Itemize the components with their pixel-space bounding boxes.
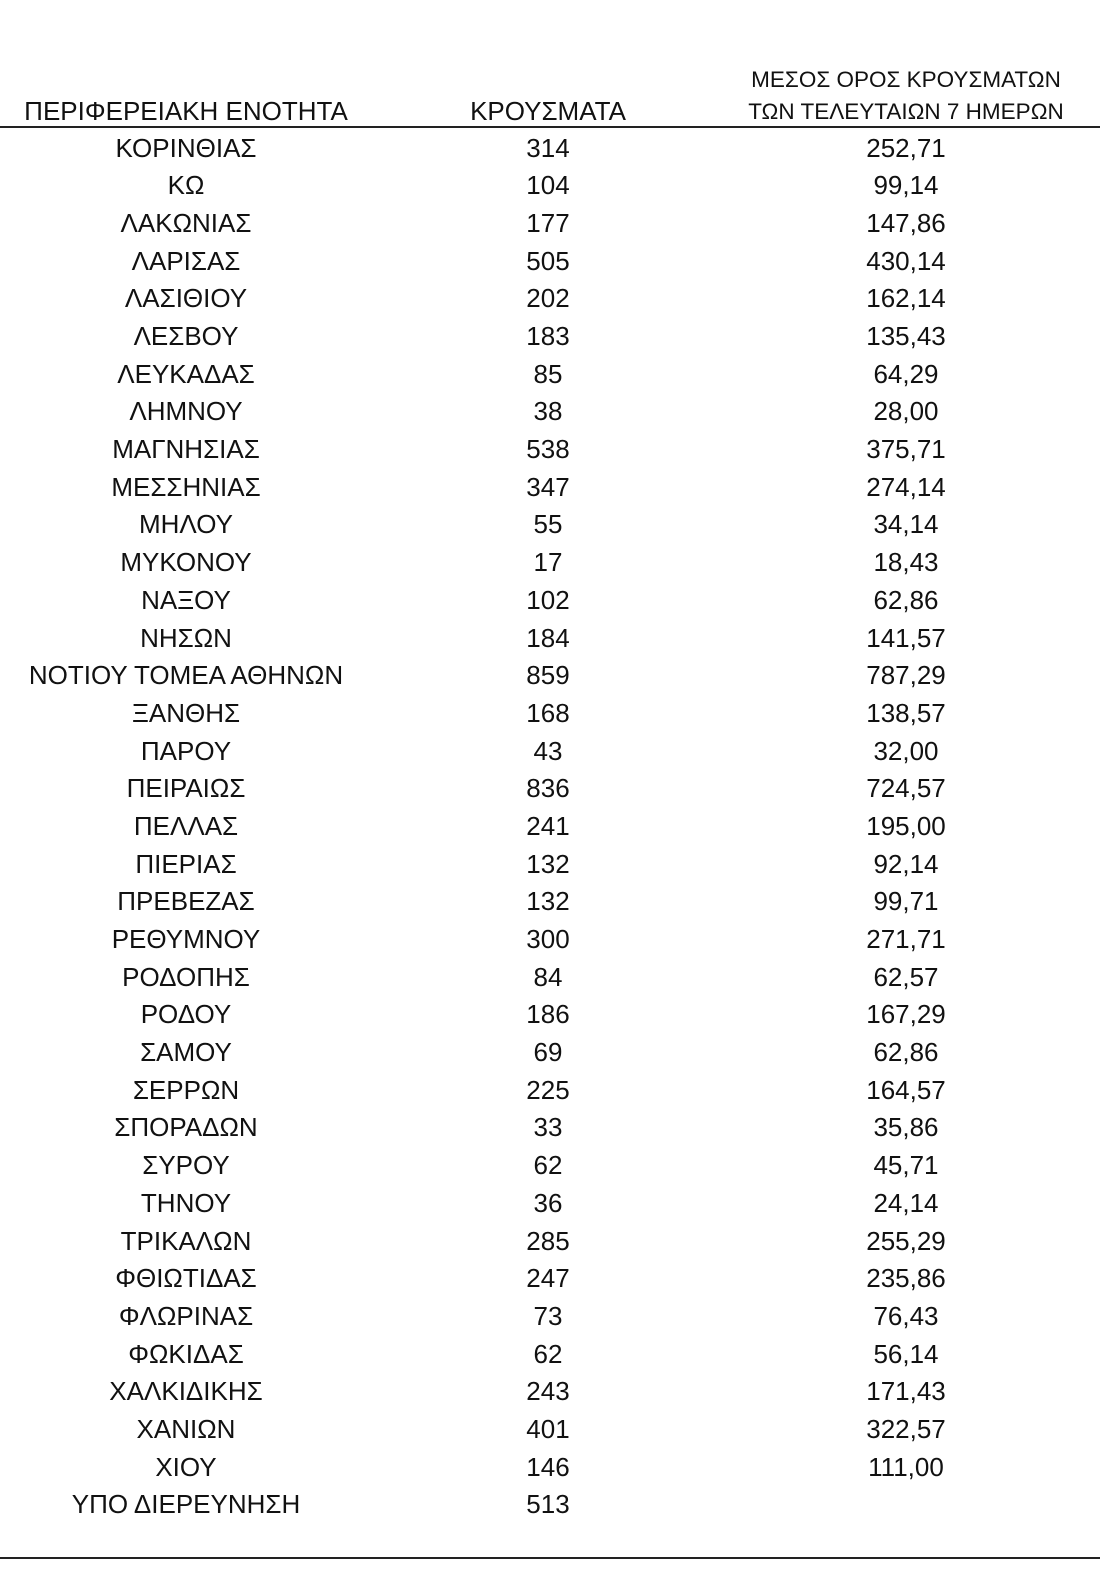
region-cell: ΛΑΡΙΣΑΣ: [131, 245, 241, 276]
avg-cell: 24,14: [873, 1187, 939, 1218]
region-cell: ΧΙΟΥ: [155, 1451, 217, 1482]
region-cell: ΛΗΜΝΟΥ: [129, 396, 243, 427]
cases-cell: 241: [526, 810, 570, 841]
cases-cell: 17: [533, 547, 563, 578]
avg-cell: 164,57: [866, 1074, 946, 1105]
avg-cell: 64,29: [873, 358, 939, 389]
region-cell: ΛΑΚΩΝΙΑΣ: [120, 207, 252, 238]
region-cell: ΡΟΔΟΠΗΣ: [122, 961, 250, 992]
table-row: [0, 921, 1088, 959]
region-cell: ΛΑΣΙΘΙΟΥ: [124, 283, 248, 314]
region-cell: ΠΕΙΡΑΙΩΣ: [126, 773, 246, 804]
region-cell: ΤΗΝΟΥ: [140, 1187, 232, 1218]
cases-cell: 102: [526, 584, 570, 615]
avg-cell: 274,14: [866, 471, 946, 502]
table-row: [0, 130, 1088, 168]
region-cell: ΣΠΟΡΑΔΩΝ: [114, 1112, 258, 1143]
avg-cell: 141,57: [866, 622, 946, 653]
avg-cell: 62,86: [873, 1037, 939, 1068]
cases-cell: 505: [526, 245, 570, 276]
avg-cell: 375,71: [866, 434, 946, 465]
table-row: [0, 243, 1088, 281]
cases-cell: 104: [526, 170, 570, 201]
avg-cell: 35,86: [873, 1112, 939, 1143]
table-row: [0, 582, 1088, 620]
cases-cell: 73: [533, 1300, 563, 1331]
table-row: [0, 1298, 1088, 1336]
region-cell: ΛΕΥΚΑΔΑΣ: [117, 358, 255, 389]
cases-cell: 859: [526, 660, 570, 691]
cases-cell: 183: [526, 321, 570, 352]
table-row: [0, 1147, 1088, 1185]
table-row: [0, 620, 1088, 658]
table-row: [0, 280, 1088, 318]
region-cell: ΚΩ: [167, 170, 205, 201]
region-cell: ΧΑΛΚΙΔΙΚΗΣ: [109, 1376, 263, 1407]
avg-cell: 162,14: [866, 283, 946, 314]
avg-cell: 167,29: [866, 999, 946, 1030]
region-cell: ΡΟΔΟΥ: [140, 999, 232, 1030]
table-row: [0, 1072, 1088, 1110]
table-row: [0, 544, 1088, 582]
table-row: [0, 1411, 1088, 1449]
avg-cell: 724,57: [866, 773, 946, 804]
avg-cell: 235,86: [866, 1263, 946, 1294]
header-average: [724, 64, 1088, 128]
table-row: [0, 167, 1088, 205]
table-row: [0, 431, 1088, 469]
cases-cell: 146: [526, 1451, 570, 1482]
avg-cell: 255,29: [866, 1225, 946, 1256]
region-cell: ΡΕΘΥΜΝΟΥ: [111, 924, 261, 955]
cases-cell: 401: [526, 1413, 570, 1444]
cases-cell: 38: [533, 396, 563, 427]
avg-cell: 18,43: [873, 547, 939, 578]
region-cell: ΦΛΩΡΙΝΑΣ: [118, 1300, 254, 1331]
table-row: [0, 1034, 1088, 1072]
avg-cell: 195,00: [866, 810, 946, 841]
avg-cell: 138,57: [866, 697, 946, 728]
cases-cell: 132: [526, 886, 570, 917]
region-cell: ΦΘΙΩΤΙΔΑΣ: [115, 1263, 257, 1294]
header-divider: [0, 126, 1100, 128]
region-cell: ΜΕΣΣΗΝΙΑΣ: [111, 471, 261, 502]
region-cell: ΠΙΕΡΙΑΣ: [135, 848, 237, 879]
avg-cell: 111,00: [868, 1451, 944, 1482]
header-region: ΠΕΡΙΦΕΡΕΙΑΚΗ ΕΝΟΤΗΤΑ: [24, 96, 348, 126]
table-row: [0, 318, 1088, 356]
cases-cell: 168: [526, 697, 570, 728]
avg-cell: 45,71: [873, 1150, 939, 1181]
avg-cell: 147,86: [866, 207, 946, 238]
cases-cell: 186: [526, 999, 570, 1030]
cases-cell: 314: [526, 132, 570, 163]
avg-cell: 252,71: [866, 132, 946, 163]
cases-cell: 347: [526, 471, 570, 502]
table-row: [0, 1336, 1088, 1374]
cases-cell: 62: [533, 1150, 563, 1181]
region-cell: ΦΩΚΙΔΑΣ: [128, 1338, 244, 1369]
data-table-body: [0, 130, 1088, 1524]
cases-cell: 285: [526, 1225, 570, 1256]
cases-cell: 247: [526, 1263, 570, 1294]
cases-cell: 132: [526, 848, 570, 879]
cases-cell: 538: [526, 434, 570, 465]
cases-cell: 184: [526, 622, 570, 653]
region-cell: ΛΕΣΒΟΥ: [133, 321, 239, 352]
table-row: [0, 846, 1088, 884]
cases-cell: 513: [526, 1489, 570, 1520]
avg-cell: 135,43: [866, 321, 946, 352]
avg-cell: 32,00: [873, 735, 939, 766]
table-row: [0, 695, 1088, 733]
table-row: [0, 883, 1088, 921]
table-row: [0, 1223, 1088, 1261]
avg-cell: 787,29: [866, 660, 946, 691]
table-row: [0, 808, 1088, 846]
region-cell: ΠΑΡΟΥ: [140, 735, 232, 766]
region-cell: ΠΕΛΛΑΣ: [133, 810, 239, 841]
avg-cell: 28,00: [873, 396, 939, 427]
header-average-line1: ΜΕΣΟΣ ΟΡΟΣ ΚΡΟΥΣΜΑΤΩΝ: [751, 67, 1061, 92]
table-row: [0, 356, 1088, 394]
region-cell: ΝΑΞΟΥ: [141, 584, 231, 615]
table-row: [0, 733, 1088, 771]
avg-cell: 62,86: [873, 584, 939, 615]
region-cell: ΠΡΕΒΕΖΑΣ: [117, 886, 255, 917]
cases-cell: 36: [533, 1187, 563, 1218]
region-cell: ΧΑΝΙΩΝ: [136, 1413, 236, 1444]
table-row: [0, 205, 1088, 243]
region-cell: ΞΑΝΘΗΣ: [131, 697, 241, 728]
region-cell: ΝΟΤΙΟΥ ΤΟΜΕΑ ΑΘΗΝΩΝ: [28, 660, 344, 691]
table-row: [0, 1109, 1088, 1147]
cases-cell: 62: [533, 1338, 563, 1369]
cases-cell: 202: [526, 283, 570, 314]
region-cell: ΣΑΜΟΥ: [140, 1037, 232, 1068]
table-row: [0, 1486, 1088, 1524]
cases-cell: 177: [526, 207, 570, 238]
avg-cell: 56,14: [873, 1338, 939, 1369]
footer-divider: [0, 1557, 1100, 1559]
table-row: [0, 1260, 1088, 1298]
table-row: [0, 996, 1088, 1034]
region-cell: ΜΥΚΟΝΟΥ: [120, 547, 252, 578]
cases-cell: 84: [533, 961, 563, 992]
region-cell: ΝΗΣΩΝ: [140, 622, 232, 653]
table-row: [0, 469, 1088, 507]
avg-cell: 430,14: [866, 245, 946, 276]
cases-cell: 85: [533, 358, 563, 389]
region-cell: ΥΠΟ ΔΙΕΡΕΥΝΗΣΗ: [71, 1489, 301, 1520]
region-cell: ΣΥΡΟΥ: [142, 1150, 230, 1181]
avg-cell: 171,43: [866, 1376, 946, 1407]
header-cases: ΚΡΟΥΣΜΑΤΑ: [470, 96, 626, 126]
cases-cell: 300: [526, 924, 570, 955]
avg-cell: [724, 1486, 1088, 1524]
region-cell: ΚΟΡΙΝΘΙΑΣ: [115, 132, 257, 163]
table-row: [0, 1449, 1088, 1487]
avg-cell: 271,71: [866, 924, 946, 955]
table-row: [0, 506, 1088, 544]
avg-cell: 99,14: [873, 170, 939, 201]
avg-cell: 99,71: [873, 886, 939, 917]
table-row: [0, 393, 1088, 431]
table-row: [0, 770, 1088, 808]
avg-cell: 322,57: [866, 1413, 946, 1444]
table-row: [0, 1185, 1088, 1223]
cases-cell: 55: [533, 509, 563, 540]
cases-cell: 33: [533, 1112, 563, 1143]
cases-cell: 243: [526, 1376, 570, 1407]
region-cell: ΤΡΙΚΑΛΩΝ: [120, 1225, 252, 1256]
region-cell: ΣΕΡΡΩΝ: [132, 1074, 240, 1105]
table-row: [0, 1373, 1088, 1411]
region-cell: ΜΑΓΝΗΣΙΑΣ: [112, 434, 260, 465]
region-cell: ΜΗΛΟΥ: [139, 509, 233, 540]
avg-cell: 34,14: [873, 509, 939, 540]
avg-cell: 62,57: [873, 961, 939, 992]
avg-cell: 76,43: [873, 1300, 939, 1331]
cases-cell: 225: [526, 1074, 570, 1105]
avg-cell: 92,14: [873, 848, 939, 879]
cases-cell: 69: [533, 1037, 563, 1068]
header-average-line2: ΤΩΝ ΤΕΛΕΥΤΑΙΩΝ 7 ΗΜΕΡΩΝ: [748, 99, 1064, 124]
table-row: [0, 657, 1088, 695]
cases-cell: 43: [533, 735, 563, 766]
table-row: [0, 959, 1088, 997]
cases-cell: 836: [526, 773, 570, 804]
